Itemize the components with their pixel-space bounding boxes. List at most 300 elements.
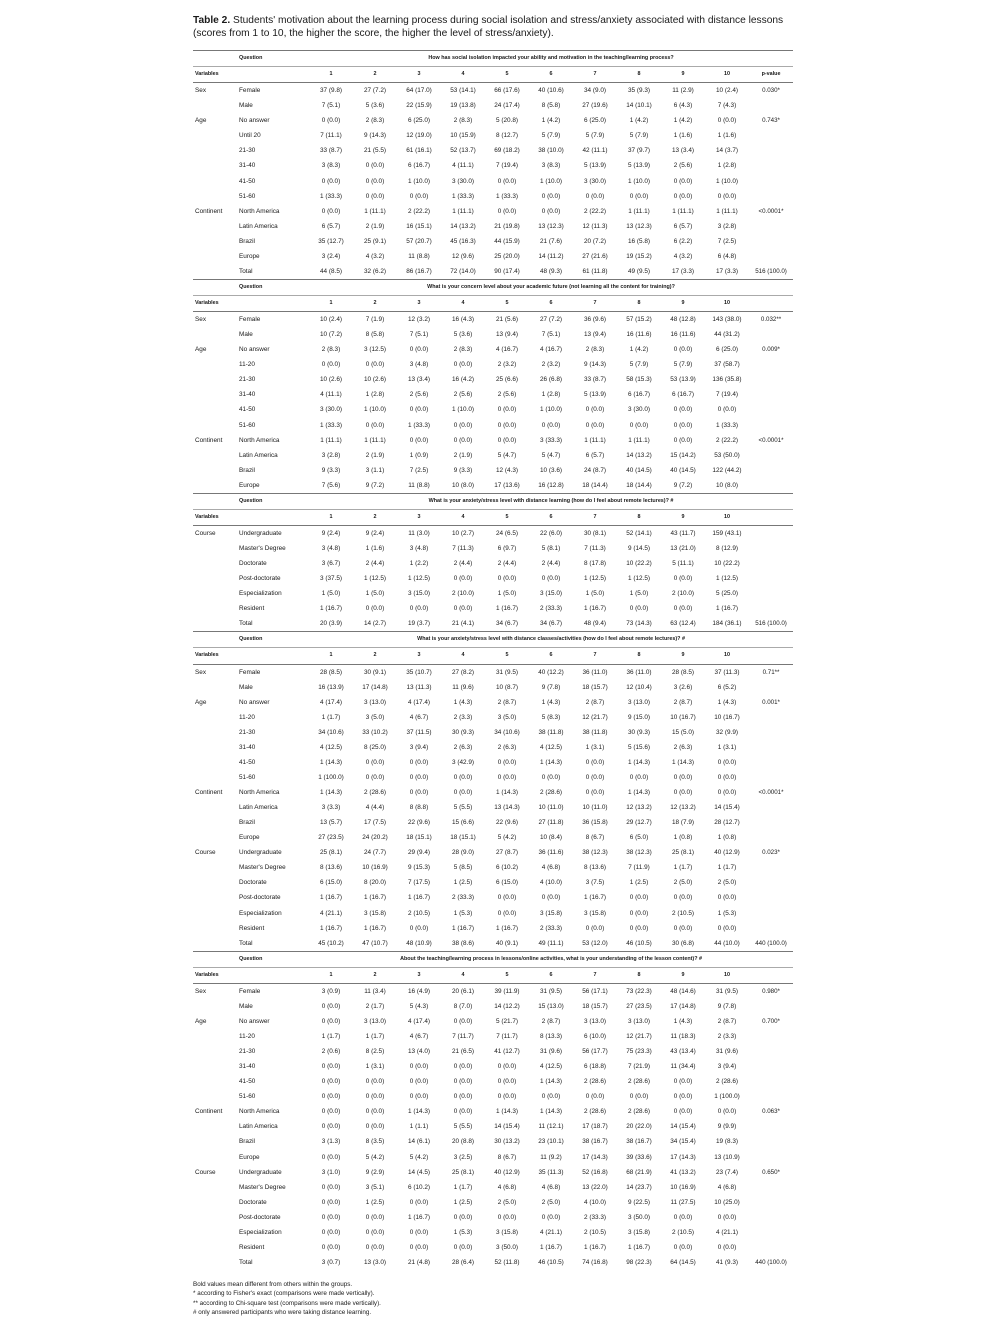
category-cell: Post-doctorate <box>239 1213 281 1221</box>
column-header: 6 <box>529 509 573 525</box>
caption-text: Students' motivation about the learning process during social isolation and stress/anxiety associated with distance lessons (scores from 1 to 10, the higher the score, the higher the level of stress/anxiety). <box>193 15 784 39</box>
score-cell: 2 (4.4) <box>497 560 517 568</box>
p-value-cell <box>749 770 793 785</box>
table-row <box>193 571 793 586</box>
column-header: 6 <box>529 67 573 83</box>
p-value-cell <box>749 999 793 1014</box>
score-cell: 20 (7.2) <box>583 237 607 245</box>
category-cell: Total <box>239 620 253 628</box>
category-cell: Resident <box>239 1243 265 1251</box>
p-value-cell: 0.650* <box>762 1168 780 1176</box>
table-row <box>193 586 793 601</box>
score-cell: 10 (15.9) <box>450 132 476 140</box>
column-header: 9 <box>661 67 705 83</box>
category-cell: Female <box>239 87 261 95</box>
score-cell: 12 (21.7) <box>582 713 608 721</box>
score-cell: 5 (4.2) <box>365 1153 385 1161</box>
score-cell: 6 (2.2) <box>673 237 693 245</box>
variable-cell <box>193 327 239 342</box>
score-cell: 8 (3.5) <box>365 1138 385 1146</box>
score-cell: 13 (3.0) <box>363 1258 387 1266</box>
score-cell: 0 (0.0) <box>321 177 341 185</box>
p-value-cell <box>749 143 793 158</box>
score-cell: 28 (12.7) <box>714 819 740 827</box>
score-cell: 1 (16.7) <box>319 894 343 902</box>
score-cell: 0 (0.0) <box>321 1213 341 1221</box>
score-cell: 1 (16.7) <box>627 1243 651 1251</box>
p-value-cell <box>749 815 793 830</box>
score-cell: 15 (14.2) <box>670 451 696 459</box>
score-cell: 13 (9.4) <box>495 331 519 339</box>
score-cell: 5 (7.9) <box>629 132 649 140</box>
score-cell: 2 (5.0) <box>541 1198 561 1206</box>
score-cell: 28 (6.4) <box>451 1258 475 1266</box>
header-row <box>193 967 793 983</box>
score-cell: 38 (16.7) <box>582 1138 608 1146</box>
score-cell: 0 (0.0) <box>365 773 385 781</box>
score-cell: 4 (6.8) <box>541 864 561 872</box>
column-header: 5 <box>485 67 529 83</box>
score-cell: 10 (16.9) <box>362 864 388 872</box>
category-cell: 21-30 <box>239 147 256 155</box>
score-cell: 24 (6.5) <box>495 529 519 537</box>
score-cell: 1 (11.1) <box>452 207 474 215</box>
score-cell: 49 (11.1) <box>538 939 564 947</box>
score-cell: 0 (0.0) <box>541 207 561 215</box>
score-cell: 17 (3.3) <box>715 267 739 275</box>
p-value-cell <box>749 710 793 725</box>
score-cell: 25 (8.1) <box>451 1168 475 1176</box>
score-cell: 7 (11.9) <box>628 864 650 872</box>
score-cell: 18 (14.4) <box>626 481 652 489</box>
score-cell: 34 (6.7) <box>539 620 563 628</box>
score-cell: 3 (8.3) <box>541 162 561 170</box>
score-cell: 7 (5.1) <box>541 331 561 339</box>
p-value-cell <box>749 1119 793 1134</box>
score-cell: 0 (0.0) <box>497 894 517 902</box>
variable-cell <box>193 357 239 372</box>
score-cell: 1 (10.0) <box>407 177 431 185</box>
score-cell: 37 (11.5) <box>406 728 432 736</box>
score-cell: 5 (4.2) <box>497 834 517 842</box>
score-cell: 0 (0.0) <box>409 346 429 354</box>
score-cell: 3 (9.4) <box>409 743 429 751</box>
score-cell: 0 (0.0) <box>453 605 473 613</box>
p-value-cell <box>749 556 793 571</box>
score-cell: 16 (4.3) <box>451 316 475 324</box>
score-cell: 22 (9.6) <box>407 819 431 827</box>
score-cell: 2 (5.0) <box>497 1198 517 1206</box>
score-cell: 0 (0.0) <box>453 1093 473 1101</box>
variable-cell <box>193 234 239 249</box>
category-cell: Undergraduate <box>239 849 282 857</box>
score-cell: 7 (1.9) <box>365 316 385 324</box>
score-cell: 33 (10.2) <box>362 728 388 736</box>
variable-cell: Continent <box>195 207 223 215</box>
score-cell: 11 (9.6) <box>452 683 474 691</box>
score-cell: 0 (0.0) <box>321 1017 341 1025</box>
score-cell: 1 (16.7) <box>539 1243 563 1251</box>
score-cell: 1 (10.0) <box>627 177 651 185</box>
score-cell: 136 (35.8) <box>712 376 742 384</box>
score-cell: 1 (11.1) <box>320 436 342 444</box>
p-value-cell <box>749 1150 793 1165</box>
score-cell: 1 (14.3) <box>539 758 563 766</box>
table-row <box>193 357 793 372</box>
table-row <box>193 1150 793 1165</box>
score-cell: 13 (12.3) <box>626 222 652 230</box>
score-cell: 30 (9.3) <box>451 728 475 736</box>
score-cell: 2 (5.6) <box>497 391 517 399</box>
score-cell: 5 (13.9) <box>627 162 651 170</box>
score-cell: 0 (0.0) <box>365 1228 385 1236</box>
score-cell: 0 (0.0) <box>541 773 561 781</box>
score-cell: 0 (0.0) <box>365 162 385 170</box>
score-cell: 1 (4.3) <box>717 698 737 706</box>
score-cell: 6 (16.7) <box>627 391 651 399</box>
score-cell: 0 (0.0) <box>409 1198 429 1206</box>
table-row <box>193 936 793 952</box>
column-header: 10 <box>705 967 749 983</box>
score-cell: 2 (4.4) <box>541 560 561 568</box>
column-header: 3 <box>397 67 441 83</box>
score-cell: 3 (42.9) <box>451 758 475 766</box>
score-cell: 8 (6.7) <box>497 1153 517 1161</box>
category-cell: Doctorate <box>239 879 267 887</box>
score-cell: 2 (5.6) <box>409 391 429 399</box>
category-cell: Female <box>239 987 261 995</box>
variable-cell <box>193 1119 239 1134</box>
score-cell: 38 (11.8) <box>538 728 564 736</box>
column-header: 4 <box>441 648 485 664</box>
score-cell: 45 (16.3) <box>450 237 476 245</box>
score-cell: 20 (8.8) <box>451 1138 475 1146</box>
score-cell: 3 (6.7) <box>321 560 341 568</box>
table-row <box>193 312 793 328</box>
score-cell: 0 (0.0) <box>541 894 561 902</box>
question-text: What is your anxiety/stress level with distance learning (how do I feel about remote lectures)? # <box>309 493 793 509</box>
table-row <box>193 402 793 417</box>
category-cell: 21-30 <box>239 376 256 384</box>
score-cell: 16 (11.6) <box>670 331 696 339</box>
category-cell: Until 20 <box>239 132 261 140</box>
score-cell: 2 (8.7) <box>717 1017 737 1025</box>
score-cell: 3 (50.0) <box>627 1213 651 1221</box>
score-cell: 0 (0.0) <box>717 758 737 766</box>
score-cell: 17 (14.3) <box>670 1153 696 1161</box>
score-cell: 0 (0.0) <box>453 421 473 429</box>
score-cell: 44 (10.0) <box>714 939 740 947</box>
score-cell: 31 (9.5) <box>495 668 519 676</box>
p-value-cell <box>749 189 793 204</box>
score-cell: 15 (5.0) <box>671 728 695 736</box>
variable-cell: Age <box>195 117 207 125</box>
score-cell: 1 (5.0) <box>585 590 605 598</box>
score-cell: 12 (13.2) <box>670 804 696 812</box>
score-cell: 27 (8.7) <box>495 849 519 857</box>
category-cell: Male <box>239 683 253 691</box>
score-cell: 1 (12.5) <box>627 575 651 583</box>
variable-cell: Age <box>195 1017 207 1025</box>
score-cell: 17 (14.8) <box>670 1002 696 1010</box>
score-cell: 0 (0.0) <box>541 575 561 583</box>
category-cell: Female <box>239 316 261 324</box>
score-cell: 0 (0.0) <box>585 924 605 932</box>
score-cell: 0 (0.0) <box>497 1213 517 1221</box>
score-cell: 0 (0.0) <box>541 192 561 200</box>
score-cell: 19 (15.2) <box>626 252 652 260</box>
table-row <box>193 1119 793 1134</box>
category-cell: Latin America <box>239 451 278 459</box>
score-cell: 0 (0.0) <box>453 361 473 369</box>
p-value-cell <box>749 1044 793 1059</box>
score-cell: 15 (6.6) <box>451 819 475 827</box>
column-header: 1 <box>309 648 353 664</box>
score-cell: 1 (16.7) <box>363 924 387 932</box>
score-cell: 37 (9.8) <box>319 87 343 95</box>
score-cell: 2 (10.5) <box>583 1228 607 1236</box>
question-label: Question <box>239 279 309 295</box>
score-cell: 16 (5.8) <box>627 237 651 245</box>
score-cell: 22 (6.0) <box>539 529 563 537</box>
variable-cell: Sex <box>195 668 207 676</box>
score-cell: 11 (9.2) <box>540 1153 562 1161</box>
score-cell: 5 (13.9) <box>583 162 607 170</box>
score-cell: 32 (6.2) <box>363 267 387 275</box>
score-cell: 3 (30.0) <box>627 406 651 414</box>
score-cell: 12 (19.0) <box>406 132 432 140</box>
score-cell: 10 (2.4) <box>319 316 343 324</box>
table-row <box>193 1104 793 1119</box>
score-cell: 1 (4.2) <box>673 117 693 125</box>
score-cell: 20 (3.9) <box>319 620 343 628</box>
column-header: 1 <box>309 296 353 312</box>
table-row <box>193 541 793 556</box>
p-value-cell <box>749 478 793 494</box>
score-cell: 6 (4.3) <box>673 102 693 110</box>
category-cell: 51-60 <box>239 421 256 429</box>
footnote: * according to Fisher's exact (comparisons were made vertically). <box>193 1290 375 1298</box>
score-cell: 16 (15.1) <box>406 222 432 230</box>
score-cell: 27 (7.2) <box>539 316 563 324</box>
score-cell: 46 (10.5) <box>626 939 652 947</box>
score-cell: 34 (10.6) <box>494 728 520 736</box>
score-cell: 0 (0.0) <box>409 406 429 414</box>
table-row <box>193 372 793 387</box>
question-text: What is your concern level about your academic future (not learning all the content for training)? <box>309 279 793 295</box>
score-cell: 52 (16.8) <box>582 1168 608 1176</box>
score-cell: 5 (4.7) <box>497 451 517 459</box>
category-cell: North America <box>239 789 280 796</box>
variable-cell <box>193 1255 239 1270</box>
question-label: Question <box>239 493 309 509</box>
score-cell: 2 (1.9) <box>365 451 385 459</box>
score-cell: 53 (13.9) <box>670 376 696 384</box>
score-cell: 73 (14.3) <box>626 620 652 628</box>
category-cell: Brazil <box>239 466 255 474</box>
score-cell: 7 (11.3) <box>584 545 606 552</box>
variable-cell: Continent <box>195 436 223 444</box>
score-cell: 3 (2.5) <box>453 1153 473 1161</box>
category-cell: 11-20 <box>239 361 255 369</box>
score-cell: 40 (12.9) <box>714 849 740 857</box>
score-cell: 10 (8.4) <box>539 834 563 842</box>
score-cell: 0 (0.0) <box>585 406 605 414</box>
p-value-cell <box>749 1225 793 1240</box>
column-header: 9 <box>661 967 705 983</box>
score-cell: 56 (17.7) <box>582 1048 608 1056</box>
score-cell: 11 (3.4) <box>364 987 386 995</box>
column-header: 3 <box>397 296 441 312</box>
score-cell: 10 (16.9) <box>670 1183 696 1191</box>
variable-cell <box>193 999 239 1014</box>
score-cell: 6 (16.7) <box>407 162 431 170</box>
variable-cell <box>193 1044 239 1059</box>
score-cell: 2 (10.0) <box>671 590 695 598</box>
score-cell: 14 (13.2) <box>450 222 476 230</box>
score-cell: 2 (5.6) <box>453 391 473 399</box>
score-cell: 34 (9.0) <box>583 87 607 95</box>
column-header: 8 <box>617 967 661 983</box>
score-cell: 0 (0.0) <box>673 1108 693 1116</box>
score-cell: 9 (15.0) <box>627 713 651 721</box>
question-label: Question <box>239 951 309 967</box>
score-cell: 1 (2.5) <box>453 879 473 887</box>
score-cell: 25 (20.0) <box>494 252 520 260</box>
p-value-cell <box>749 98 793 113</box>
score-cell: 1 (3.1) <box>717 743 737 751</box>
score-cell: 11 (12.1) <box>538 1123 564 1131</box>
score-cell: 0 (0.0) <box>717 406 737 414</box>
column-header: 6 <box>529 648 573 664</box>
score-cell: 52 (13.7) <box>450 147 476 155</box>
score-cell: 0 (0.0) <box>409 758 429 766</box>
score-cell: 36 (9.6) <box>583 316 607 324</box>
score-cell: 1 (14.3) <box>495 1108 519 1116</box>
score-cell: 0 (0.0) <box>321 1228 341 1236</box>
category-cell: Europe <box>239 834 260 842</box>
score-cell: 26 (6.8) <box>539 376 563 384</box>
column-header: 4 <box>441 296 485 312</box>
score-cell: 48 (10.9) <box>406 939 432 947</box>
score-cell: 0 (0.0) <box>365 1213 385 1221</box>
score-cell: 1 (5.0) <box>629 590 649 598</box>
score-cell: 21 (19.8) <box>494 222 520 230</box>
score-cell: 1 (5.0) <box>497 590 517 598</box>
score-cell: 8 (12.9) <box>715 545 739 552</box>
category-cell: 11-20 <box>239 1033 255 1040</box>
score-cell: 39 (33.6) <box>626 1153 652 1161</box>
category-cell: 41-50 <box>239 177 256 185</box>
score-cell: 0 (0.0) <box>321 361 341 369</box>
score-cell: 1 (11.1) <box>584 436 606 444</box>
score-cell: 0 (0.0) <box>453 1243 473 1251</box>
score-cell: 8 (5.8) <box>365 331 385 339</box>
category-cell: Especialization <box>239 909 282 917</box>
score-cell: 0 (0.0) <box>497 421 517 429</box>
score-cell: 2 (3.3) <box>453 713 473 721</box>
score-cell: 0 (0.0) <box>717 1213 737 1221</box>
variable-cell <box>193 800 239 815</box>
score-cell: 2 (10.0) <box>451 590 475 598</box>
category-cell: Female <box>239 668 261 676</box>
score-cell: 1 (4.2) <box>629 346 649 354</box>
score-cell: 4 (21.1) <box>715 1228 739 1236</box>
score-cell: 1 (14.3) <box>627 758 651 766</box>
score-cell: 0 (0.0) <box>629 909 649 917</box>
score-cell: 13 (10.9) <box>714 1153 740 1161</box>
score-cell: 69 (18.2) <box>494 147 520 155</box>
score-cell: 8 (12.7) <box>495 132 519 140</box>
score-cell: 0 (0.0) <box>365 758 385 766</box>
question-row <box>193 51 793 67</box>
score-cell: 1 (16.7) <box>319 605 343 613</box>
score-cell: 3 (13.0) <box>627 698 651 706</box>
table-row <box>193 1180 793 1195</box>
header-empty-cell <box>239 967 309 983</box>
score-cell: 40 (9.1) <box>495 939 519 947</box>
table-row <box>193 418 793 433</box>
category-cell: 51-60 <box>239 773 256 781</box>
p-value-cell: 0.009* <box>762 346 780 354</box>
score-cell: 27 (21.6) <box>582 252 608 260</box>
variables-label: Variables <box>193 296 239 312</box>
score-cell: 19 (8.3) <box>715 1138 739 1146</box>
p-value-cell <box>749 525 793 541</box>
table-row <box>193 1134 793 1149</box>
score-cell: 10 (8.0) <box>715 481 739 489</box>
score-cell: 28 (8.5) <box>671 668 695 676</box>
score-cell: 3 (2.4) <box>321 252 341 260</box>
score-cell: 9 (3.3) <box>321 466 341 474</box>
question-label: Question <box>239 51 309 67</box>
score-cell: 34 (6.7) <box>495 620 519 628</box>
variable-cell: Sex <box>195 316 207 324</box>
score-cell: 2 (22.2) <box>407 207 431 215</box>
category-cell: Resident <box>239 605 265 613</box>
score-cell: 25 (9.1) <box>363 237 387 245</box>
question-row <box>193 632 793 648</box>
score-cell: 75 (23.3) <box>626 1048 652 1056</box>
score-cell: 6 (25.0) <box>583 117 607 125</box>
score-cell: 0 (0.0) <box>673 346 693 354</box>
score-cell: 57 (20.7) <box>406 237 432 245</box>
p-value-cell <box>749 327 793 342</box>
score-cell: 9 (7.2) <box>365 481 385 489</box>
score-cell: 4 (6.7) <box>409 1033 429 1040</box>
score-cell: 3 (4.8) <box>409 361 429 369</box>
score-cell: 0 (0.0) <box>365 1108 385 1116</box>
score-cell: 4 (6.8) <box>497 1183 517 1191</box>
score-cell: 4 (10.0) <box>539 879 563 887</box>
score-cell: 0 (0.0) <box>365 605 385 613</box>
score-cell: 1 (11.1) <box>628 436 650 444</box>
variable-cell <box>193 1180 239 1195</box>
p-value-cell: 440 (100.0) <box>755 1258 787 1266</box>
table-row <box>193 463 793 478</box>
column-header: 2 <box>353 296 397 312</box>
score-cell: 27 (8.2) <box>451 668 475 676</box>
score-cell: 2 (28.6) <box>627 1108 651 1116</box>
score-cell: 5 (25.0) <box>715 590 739 598</box>
p-value-cell: <0.0001* <box>758 207 784 215</box>
score-cell: 25 (6.6) <box>495 376 519 384</box>
score-cell: 1 (1.1) <box>409 1123 429 1131</box>
score-cell: 0 (0.0) <box>453 1017 473 1025</box>
score-cell: 3 (2.8) <box>717 222 737 230</box>
table-row <box>193 1165 793 1180</box>
score-cell: 40 (12.2) <box>538 668 564 676</box>
